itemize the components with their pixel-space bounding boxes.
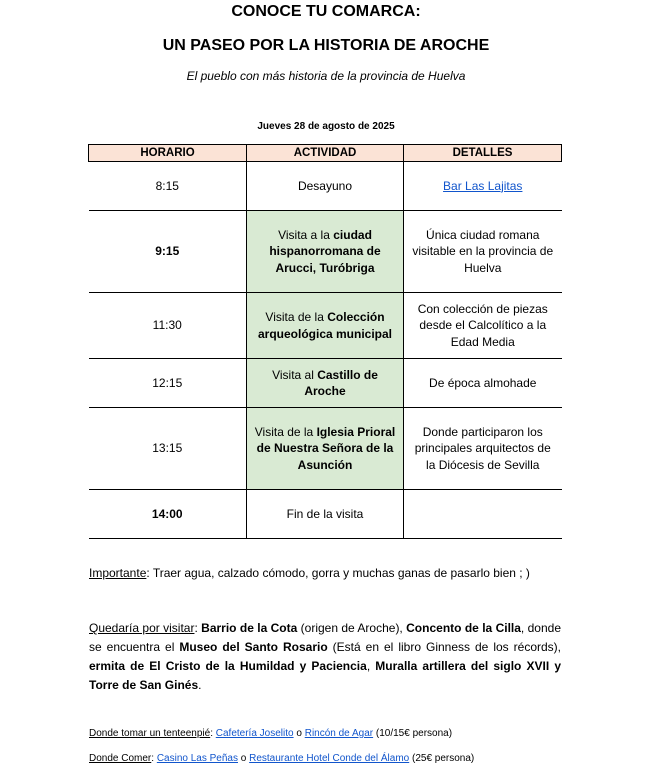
rincon-agar-link[interactable]: Rincón de Agar	[304, 728, 374, 739]
table-row	[89, 293, 562, 359]
lunch-label: Donde Comer	[89, 753, 152, 764]
table-header-row	[89, 145, 562, 162]
event-date: Jueves 28 de agosto de 2025	[257, 121, 395, 132]
details-cell: Con colección de piezas desde el Calcolítico a la Edad Media	[404, 293, 562, 359]
table-row	[89, 408, 562, 490]
table-row	[89, 162, 562, 211]
table-row	[89, 359, 562, 408]
time-cell: 12:15	[89, 359, 247, 408]
activity-cell	[247, 490, 404, 539]
details-cell: De época almohade	[404, 359, 562, 408]
activity-text: Visita a la	[278, 227, 334, 242]
activity-cell	[247, 293, 404, 359]
text-fragment: :	[194, 621, 202, 635]
details-link[interactable]: Bar Las Lajitas	[443, 178, 523, 193]
activity-highlight: ciudad hispanorromana de Arucci, Turóbriga	[269, 227, 381, 275]
lunch-places-line	[89, 753, 609, 764]
text-fragment: :	[210, 728, 216, 739]
text-fragment: (Está en el libro Ginness de los récords),	[327, 640, 562, 654]
header-horario: HORARIO	[89, 145, 247, 162]
time-cell: 11:30	[89, 293, 247, 359]
snack-label: Donde tomar un tenteenpié	[89, 728, 211, 739]
time-cell: 13:15	[89, 408, 247, 490]
activity-cell	[247, 359, 404, 408]
header-actividad: ACTIVIDAD	[247, 145, 404, 162]
text-fragment: o	[238, 753, 250, 764]
activity-text: Visita al	[272, 367, 318, 382]
text-fragment: :	[151, 753, 157, 764]
text-fragment: , donde se encuentra el	[89, 621, 561, 654]
schedule-table	[88, 144, 562, 539]
place-muralla-torre: Muralla artillera del siglo XVII y Torre de San Ginés	[89, 659, 561, 692]
activity-text: Visita de la	[265, 310, 328, 324]
activity-text: Visita de la	[254, 424, 317, 439]
time-cell: 14:00	[89, 490, 247, 539]
importante-label: Importante	[89, 566, 147, 580]
table-row	[89, 490, 562, 539]
text-fragment: o	[293, 728, 305, 739]
details-cell	[404, 162, 562, 211]
details-cell: Donde participaron los principales arquitectos de la Diócesis de Sevilla	[404, 408, 562, 490]
activity-cell	[247, 408, 404, 490]
activity-highlight: Colección arqueológica municipal	[257, 310, 393, 341]
time-cell: 9:15	[89, 211, 247, 293]
tagline: El pueblo con más historia de la provincia de Huelva	[186, 69, 466, 83]
text-fragment: ,	[366, 659, 376, 673]
place-museo-rosario: Museo del Santo Rosario	[179, 640, 328, 654]
activity-highlight: Castillo de Aroche	[304, 367, 378, 398]
cafeteria-joselito-link[interactable]: Cafetería Joselito	[215, 728, 294, 739]
text-fragment: .	[198, 678, 202, 692]
importante-note	[89, 566, 561, 580]
price-note: (25€ persona)	[409, 753, 475, 764]
activity-highlight: Iglesia Prioral de Nuestra Señora de la Asunción	[256, 424, 396, 472]
casino-penas-link[interactable]: Casino Las Peñas	[156, 753, 238, 764]
price-note: (10/15€ persona)	[373, 728, 453, 739]
place-concento-cilla: Concento de la Cilla	[406, 621, 521, 635]
pending-visits-label: Quedaría por visitar	[89, 621, 195, 635]
header-detalles: DETALLES	[404, 145, 562, 162]
page-title: CONOCE TU COMARCA:	[231, 3, 421, 20]
pending-visits-paragraph	[89, 619, 561, 695]
activity-text: Desayuno	[297, 178, 353, 193]
activity-cell	[247, 162, 404, 211]
activity-text: Fin de la visita	[286, 506, 364, 521]
details-cell: Única ciudad romana visitable en la provincia de Huelva	[404, 211, 562, 293]
table-row	[89, 211, 562, 293]
activity-cell	[247, 211, 404, 293]
hotel-conde-alamo-link[interactable]: Restaurante Hotel Conde del Álamo	[249, 753, 410, 764]
page-subtitle-heading: UN PASEO POR LA HISTORIA DE AROCHE	[162, 37, 490, 54]
importante-text: : Traer agua, calzado cómodo, gorra y muchas ganas de pasarlo bien ; )	[146, 566, 530, 580]
place-ermita-cristo: ermita de El Cristo de la Humildad y Paciencia	[89, 659, 367, 673]
time-cell: 8:15	[89, 162, 247, 211]
details-cell	[404, 490, 562, 539]
snack-places-line	[89, 728, 609, 739]
place-barrio-cota: Barrio de la Cota	[201, 621, 298, 635]
text-fragment: (origen de Aroche),	[297, 621, 407, 635]
